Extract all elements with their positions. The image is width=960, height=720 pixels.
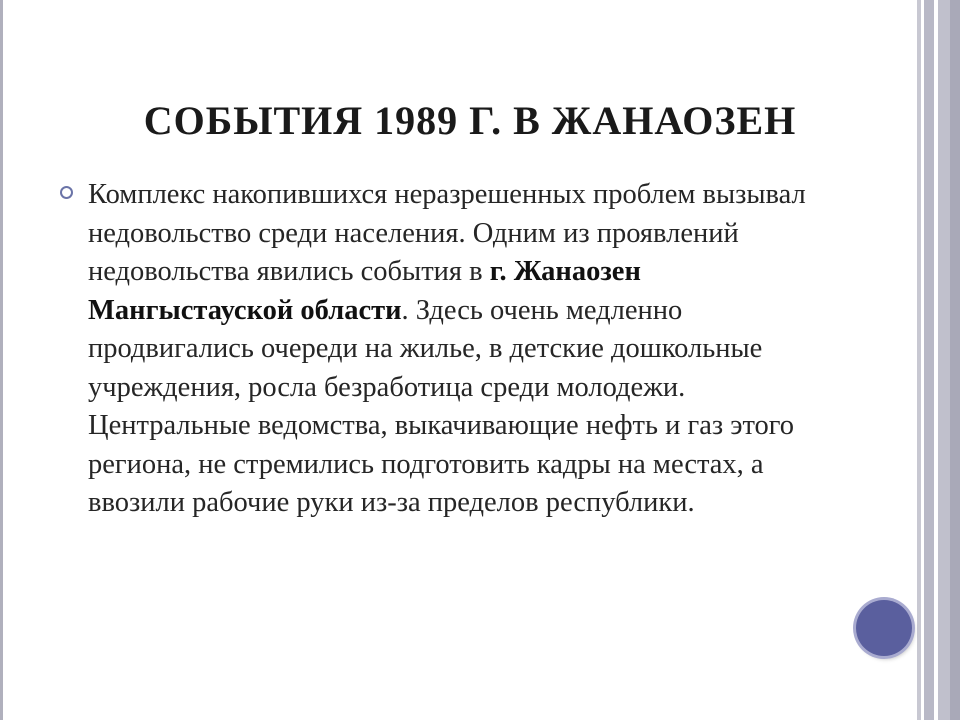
right-decor-band [924,0,934,720]
bullet-text-rest: . Здесь очень медленно продвигались очереди на жилье, в детские дошкольные учреждения, росла безработица среди молодежи. Центральные ведомства, выкачивающие нефть и газ этого региона, не стремились подготовить кадры на местах, а ввозили рабочие руки из-за пределов республики. [88,294,795,518]
bullet-text [88,176,818,523]
slide-title: СОБЫТИЯ 1989 Г. В ЖАНАОЗЕН [143,98,797,143]
circle-bullet-icon [60,186,73,199]
right-decor-band [950,0,960,720]
bullet-text-bold-location: г. Жанаозен Мангыстауской области [88,256,641,326]
bullet-item [58,176,818,523]
left-border-line [0,0,3,720]
bullet-text-intro: Комплекс накопившихся неразрешенных проблем вызывал недовольство среди населения. Одним из проявлений недовольства явились события в [88,179,806,287]
decorative-circle [856,600,912,656]
